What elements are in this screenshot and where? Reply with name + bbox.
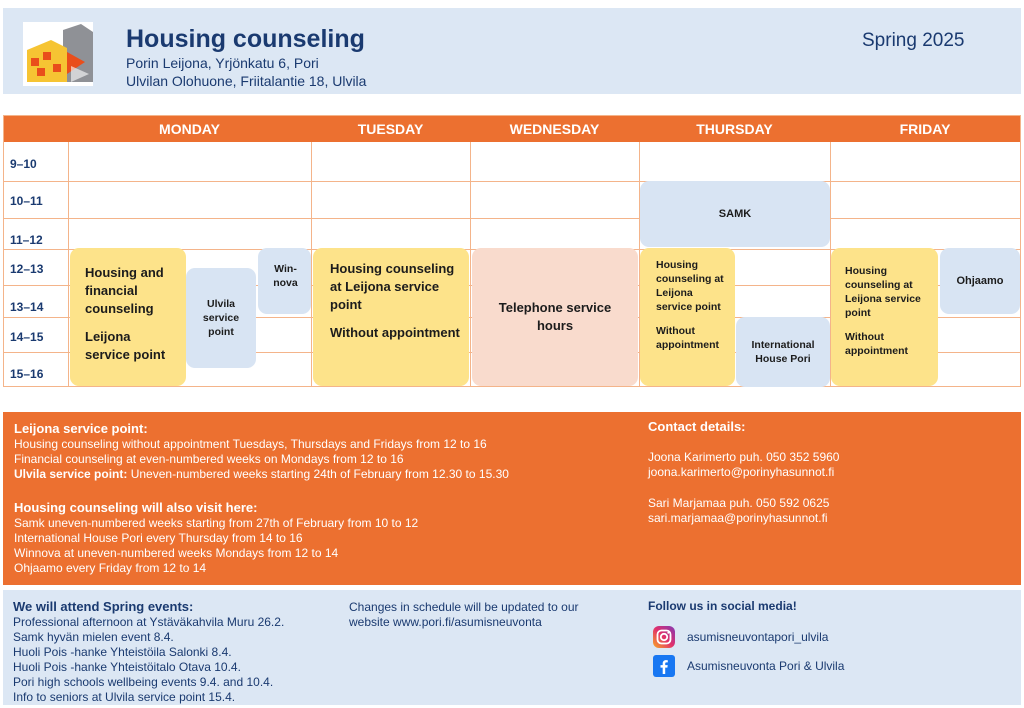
block-text: Without appointment	[845, 331, 908, 357]
info-line: Financial counseling at even-numbered weeks on Mondays from 12 to 16	[14, 452, 404, 466]
contact-email[interactable]: joona.karimerto@porinyhasunnot.fi	[648, 465, 835, 479]
schedule-changes-note: Changes in schedule will be updated to our	[349, 600, 579, 614]
ulvila-label: Ulvila service point:	[14, 467, 128, 481]
day-header-thursday: THURSDAY	[639, 116, 830, 142]
event-item: Professional afternoon at Ystäväkahvila Muru 26.2.	[13, 615, 285, 629]
block-text: Housing counseling at Leijona service point	[330, 261, 455, 312]
time-label: 14–15	[10, 330, 44, 344]
contact-email[interactable]: sari.marjamaa@porinyhasunnot.fi	[648, 511, 828, 525]
address-ulvila: Ulvilan Olohuone, Friitalantie 18, Ulvila	[126, 73, 367, 89]
block-text: Housing and financial counseling	[85, 265, 164, 316]
block-text: Leijona service point	[85, 329, 166, 362]
block-text: Without appointment	[330, 325, 460, 340]
block-text: Housing counseling at Leijona service point	[656, 259, 724, 313]
time-label: 12–13	[10, 262, 44, 276]
contact-phone: Joona Karimerto puh. 050 352 5960	[648, 450, 840, 464]
wednesday-telephone-block: Telephone service hours	[472, 248, 638, 386]
day-header-wednesday: WEDNESDAY	[470, 116, 639, 142]
visit-item: International House Pori every Thursday from 14 to 16	[14, 531, 303, 545]
time-label: 13–14	[10, 300, 44, 314]
visit-heading: Housing counseling will also visit here:	[14, 500, 258, 515]
schedule-changes-website[interactable]: website www.pori.fi/asumisneuvonta	[349, 615, 542, 629]
event-item: Info to seniors at Ulvila service point 15.4.	[13, 690, 236, 704]
day-header-monday: MONDAY	[68, 116, 311, 142]
monday-ulvila-block: Ulvila service point	[186, 268, 256, 368]
block-text: Without appointment	[656, 325, 719, 351]
day-header-friday: FRIDAY	[830, 116, 1020, 142]
event-item: Samk hyvän mielen event 8.4.	[13, 630, 174, 644]
leijona-heading: Leijona service point:	[14, 421, 148, 436]
facebook-icon[interactable]	[653, 655, 675, 677]
instagram-handle[interactable]: asumisneuvontapori_ulvila	[687, 630, 829, 644]
event-item: Pori high schools wellbeing events 9.4. and 10.4.	[13, 675, 274, 689]
grid-line	[4, 181, 1020, 182]
thursday-leijona-block	[640, 248, 735, 386]
visit-item: Winnova at uneven-numbered weeks Mondays from 12 to 14	[14, 546, 339, 560]
instagram-icon[interactable]	[653, 626, 675, 648]
grid-line	[470, 142, 471, 387]
time-label: 11–12	[10, 233, 43, 247]
contact-phone: Sari Marjamaa puh. 050 592 0625	[648, 496, 830, 510]
tuesday-leijona-block	[313, 248, 469, 386]
visit-item: Samk uneven-numbered weeks starting from 27th of February from 10 to 12	[14, 516, 419, 530]
monday-housing-financial-block	[70, 248, 186, 386]
grid-line	[4, 218, 1020, 219]
address-leijona: Porin Leijona, Yrjönkatu 6, Pori	[126, 55, 319, 71]
day-header-tuesday: TUESDAY	[311, 116, 470, 142]
bottom-panel	[3, 590, 1021, 705]
info-panel	[3, 412, 1021, 585]
block-text: Housing counseling at Leijona service point	[845, 265, 921, 319]
monday-winnova-block: Win-nova	[258, 248, 311, 314]
time-label: 10–11	[10, 194, 43, 208]
event-item: Huoli Pois -hanke Yhteistöitalo Otava 10.4.	[13, 660, 241, 674]
pori-city-logo	[23, 22, 93, 86]
grid-line	[68, 142, 69, 387]
grid-line	[311, 142, 312, 387]
thursday-samk-block: SAMK	[640, 181, 830, 247]
social-heading: Follow us in social media!	[648, 599, 797, 613]
info-line: Housing counseling without appointment Tuesdays, Thursdays and Fridays from 12 to 16	[14, 437, 487, 451]
contact-heading: Contact details:	[648, 419, 746, 434]
corner-header-cell	[4, 116, 68, 142]
time-label: 15–16	[10, 367, 44, 381]
friday-leijona-block	[831, 248, 938, 386]
info-line-ulvila	[14, 467, 509, 482]
season-label: Spring 2025	[862, 30, 965, 51]
friday-ohjaamo-block: Ohjaamo	[940, 248, 1020, 314]
facebook-page[interactable]: Asumisneuvonta Pori & Ulvila	[687, 659, 845, 673]
events-heading: We will attend Spring events:	[13, 599, 194, 614]
event-item: Huoli Pois -hanke Yhteistöila Salonki 8.4.	[13, 645, 232, 659]
visit-item: Ohjaamo every Friday from 12 to 14	[14, 561, 207, 575]
time-label: 9–10	[10, 157, 37, 171]
page-title: Housing counseling	[126, 25, 365, 53]
thursday-international-house-block: International House Pori	[736, 317, 830, 387]
ulvila-text: Uneven-numbered weeks starting 24th of February from 12.30 to 15.30	[127, 467, 509, 481]
